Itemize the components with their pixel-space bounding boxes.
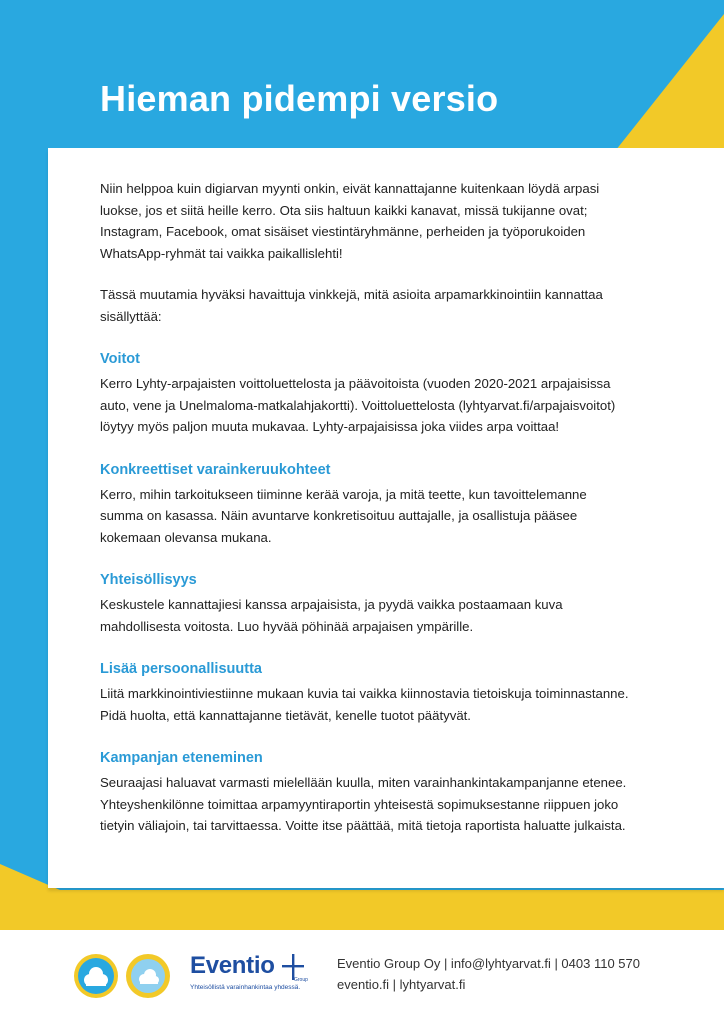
section-text: Liitä markkinointiviestiinne mukaan kuvia tai vaikka kiinnostavia tietoiskuja toiminnastanne. Pidä huolta, että kannattajanne tietävät, kenelle tuotot päätyvät. bbox=[100, 686, 629, 723]
intro-paragraph: Tässä muutamia hyväksi havaittuja vinkkejä, mitä asioita arpamarkkinointiin kannattaa sisällyttää: bbox=[100, 287, 603, 324]
section-voitot bbox=[100, 349, 630, 438]
footer-websites: eventio.fi | lyhtyarvat.fi bbox=[337, 977, 466, 992]
lantern-badge-icon bbox=[72, 952, 120, 1000]
section-heading: Voitot bbox=[100, 351, 140, 367]
content-body bbox=[100, 178, 630, 837]
footer bbox=[0, 930, 724, 1024]
cloud-badge-icon bbox=[124, 952, 172, 1000]
section-varainkeruukohteet bbox=[100, 460, 630, 549]
logo-slogan: Yhteisöllistä varainhankintaa yhdessä. bbox=[190, 984, 301, 991]
page-title: Hieman pidempi versio bbox=[100, 78, 499, 119]
section-heading: Yhteisöllisyys bbox=[100, 572, 197, 588]
section-yhteisollisyys bbox=[100, 570, 630, 637]
logo-wordmark: Eventio bbox=[190, 952, 275, 979]
section-persoonallisuus bbox=[100, 659, 630, 726]
section-text: Seuraajasi haluavat varmasti mielellään kuulla, miten varainhankintakampanjanne etenee. Yhteyshenkilönne toimittaa arpamyyntiraportin yhteisestä sopimuksestanne riippuen joko tietyin väliajoin, tai tarvittaessa. Voitte itse päättää, mitä tietoja raportista haluatte julkaista. bbox=[100, 775, 627, 833]
logo-group-label: Group bbox=[294, 977, 308, 983]
section-text: Keskustele kannattajiesi kanssa arpajaisista, ja pyydä vaikka postaamaan kuva mahdollisesta voitosta. Luo hyvää pöhinää arpajaisen ympärille. bbox=[100, 597, 563, 634]
intro-paragraph: Niin helppoa kuin digiarvan myynti onkin, eivät kannattajanne kuitenkaan löydä arpasi luokse, jos et siitä heille kerro. Ota siis haltuun kaikki kanavat, missä tukijanne ovat; Instagram, Facebook, omat sisäiset viestintäryhmänne, perheiden ja työporukoiden WhatsApp-ryhmät tai vaikka paikallislehti! bbox=[100, 181, 600, 261]
section-kampanjan-eteneminen bbox=[100, 748, 630, 837]
section-text: Kerro Lyhty-arpajaisten voittoluettelosta ja päävoitoista (vuoden 2020-2021 arpajaisissa auto, vene ja Unelmaloma-matkalahjakortti). Voittoluettelosta (lyhtyarvat.fi/arpajaisvoitot) löytyy myös paljon muuta mukavaa. Lyhty-arpajaisissa joka viides arpa voittaa! bbox=[100, 376, 616, 434]
section-text: Kerro, mihin tarkoitukseen tiiminne kerää varoja, ja mitä teette, kun tavoittelemanne summa on kasassa. Näin avuntarve konkretisoituu auttajalle, ja osallistuja pääsee kokemaan olevansa mukana. bbox=[100, 486, 587, 545]
section-heading: Konkreettiset varainkeruukohteet bbox=[100, 461, 331, 478]
content-card bbox=[48, 148, 724, 888]
eventio-logo bbox=[190, 952, 320, 1002]
section-heading: Lisää persoonallisuutta bbox=[100, 661, 262, 677]
footer-contact: Eventio Group Oy | info@lyhtyarvat.fi | 0403 110 570 bbox=[337, 956, 640, 971]
section-heading: Kampanjan eteneminen bbox=[100, 750, 263, 766]
